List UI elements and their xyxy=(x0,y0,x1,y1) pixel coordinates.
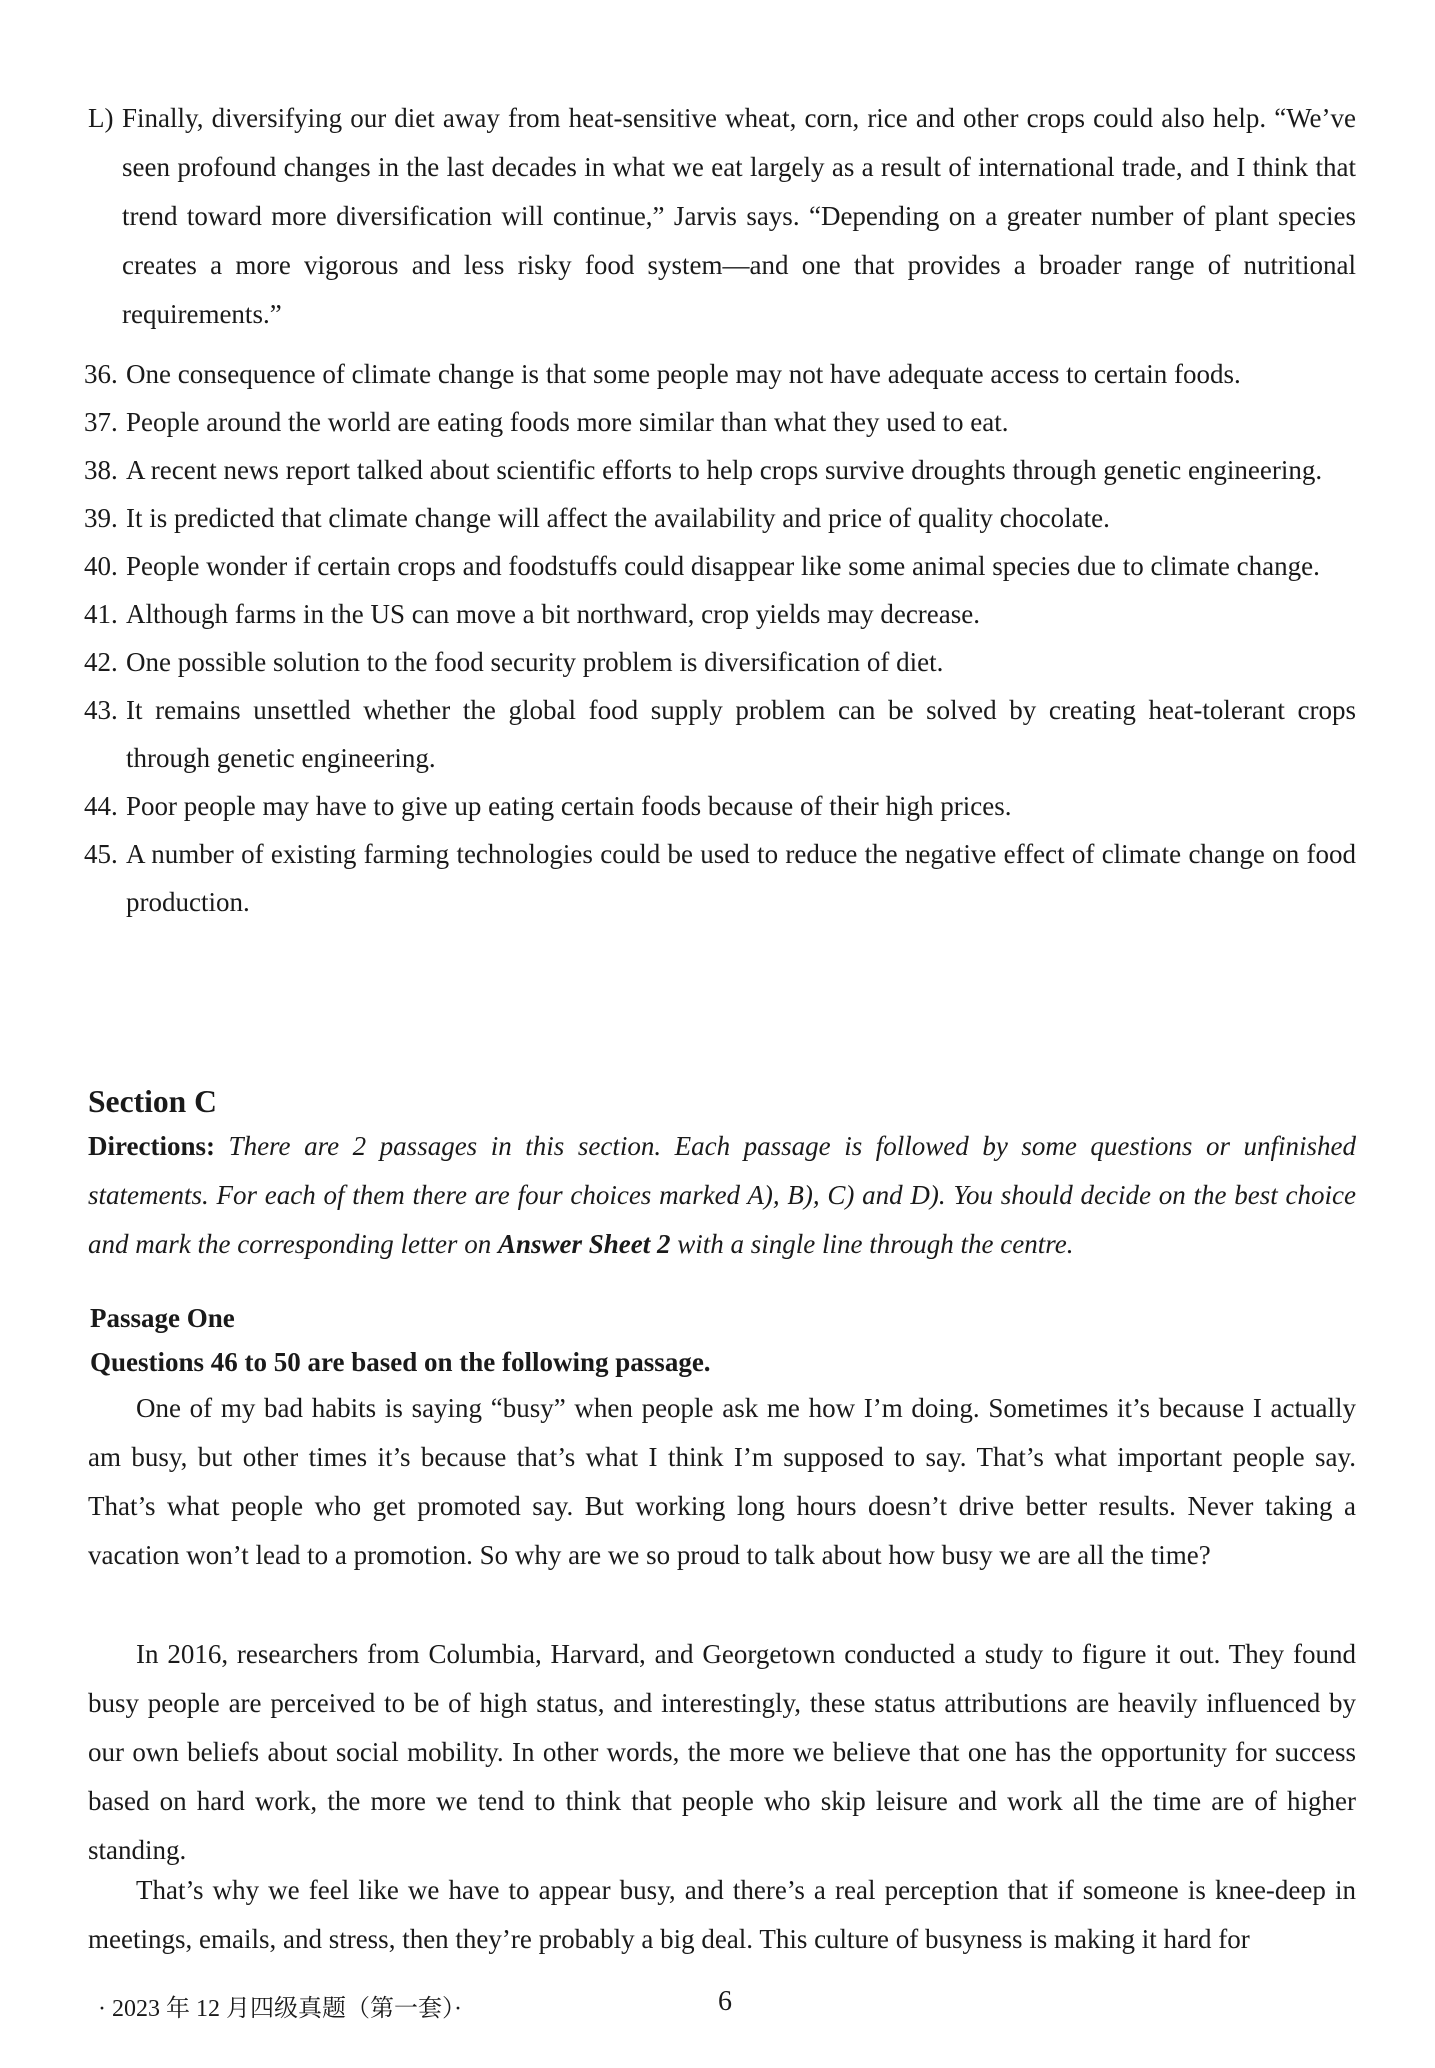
passage-paragraph: One of my bad habits is saying “busy” when people ask me how I’m doing. Sometimes it’s because I actually am busy, but other times it’s because that’s what I think I’m supposed to say. That’s what important people say. That’s what people who get promoted say. But working long hours doesn’t drive better results. Never taking a vacation won’t lead to a promotion. So why are we so proud to talk about how busy we are all the time? xyxy=(88,1393,1356,1570)
statement-number: 43. xyxy=(84,695,118,725)
statement-item xyxy=(84,686,1356,782)
passage-title: Passage One xyxy=(90,1303,235,1333)
statement-number: 38. xyxy=(84,455,118,485)
section-title: Section C xyxy=(88,1084,217,1119)
directions-text: There are 2 passages in this section. Each passage is followed by some questions or unfinished statements. For each of them there are four choices marked A), B), C) and D). You should decide on the best choice and mark the corresponding letter on xyxy=(88,1131,1357,1259)
statement-number: 44. xyxy=(84,791,118,821)
page-footer: · 2023 年 12 月四级真题（第一套）· xyxy=(98,1996,462,2022)
section-directions xyxy=(88,1122,1356,1269)
statement-item xyxy=(84,494,1356,542)
statement-number: 41. xyxy=(84,599,118,629)
statement-list xyxy=(84,350,1356,926)
statement-text: People around the world are eating foods more similar than what they used to eat. xyxy=(126,407,1009,437)
statement-item xyxy=(84,638,1356,686)
statement-number: 36. xyxy=(84,359,118,389)
directions-text-end: with a single line through the centre. xyxy=(677,1229,1074,1259)
statement-text: A recent news report talked about scientific efforts to help crops survive droughts through genetic engineering. xyxy=(126,455,1323,485)
passage-paragraph: In 2016, researchers from Columbia, Harvard, and Georgetown conducted a study to figure it out. They found busy people are perceived to be of high status, and interestingly, these status attributions are heavily influenced by our own beliefs about social mobility. In other words, the more we believe that one has the opportunity for success based on hard work, the more we tend to think that people who skip leisure and work all the time are of higher standing. xyxy=(88,1639,1356,1865)
statement-text: It is predicted that climate change will affect the availability and price of quality chocolate. xyxy=(126,503,1110,533)
directions-label: Directions: xyxy=(88,1131,215,1161)
paragraph-label: L) xyxy=(88,103,114,133)
page-number: 6 xyxy=(718,1986,732,2017)
statement-text: People wonder if certain crops and foodstuffs could disappear like some animal species due to climate change. xyxy=(126,551,1320,581)
statement-text: Poor people may have to give up eating certain foods because of their high prices. xyxy=(126,791,1012,821)
statement-number: 37. xyxy=(84,407,118,437)
statement-item xyxy=(84,398,1356,446)
statement-item xyxy=(84,782,1356,830)
statement-number: 45. xyxy=(84,839,118,869)
statement-number: 42. xyxy=(84,647,118,677)
statement-item xyxy=(84,350,1356,398)
statement-text: It remains unsettled whether the global food supply problem can be solved by creating heat-tolerant crops through genetic engineering. xyxy=(126,695,1356,773)
passage-paragraph-l xyxy=(88,94,1356,339)
answer-sheet-ref: Answer Sheet 2 xyxy=(497,1229,671,1259)
statement-item xyxy=(84,590,1356,638)
statement-number: 39. xyxy=(84,503,118,533)
statement-number: 40. xyxy=(84,551,118,581)
statement-item xyxy=(84,542,1356,590)
statement-text: Although farms in the US can move a bit northward, crop yields may decrease. xyxy=(126,599,981,629)
paragraph-text: Finally, diversifying our diet away from heat-sensitive wheat, corn, rice and other crops could also help. “We’ve seen profound changes in the last decades in what we eat largely as a result of international trade, and I think that trend toward more diversification will continue,” Jarvis says. “Depending on a greater number of plant species creates a more vigorous and less risky food system—and one that provides a broader range of nutritional requirements.” xyxy=(122,103,1356,329)
statement-text: One consequence of climate change is that some people may not have adequate access to certain foods. xyxy=(126,359,1241,389)
passage-paragraph: That’s why we feel like we have to appear busy, and there’s a real perception that if someone is knee-deep in meetings, emails, and stress, then they’re probably a big deal. This culture of busyness is making it hard for xyxy=(88,1875,1356,1954)
statement-item xyxy=(84,830,1356,926)
questions-heading: Questions 46 to 50 are based on the following passage. xyxy=(90,1347,711,1377)
statement-text: A number of existing farming technologies could be used to reduce the negative effect of climate change on food production. xyxy=(126,839,1356,917)
statement-item xyxy=(84,446,1356,494)
statement-text: One possible solution to the food security problem is diversification of diet. xyxy=(126,647,944,677)
